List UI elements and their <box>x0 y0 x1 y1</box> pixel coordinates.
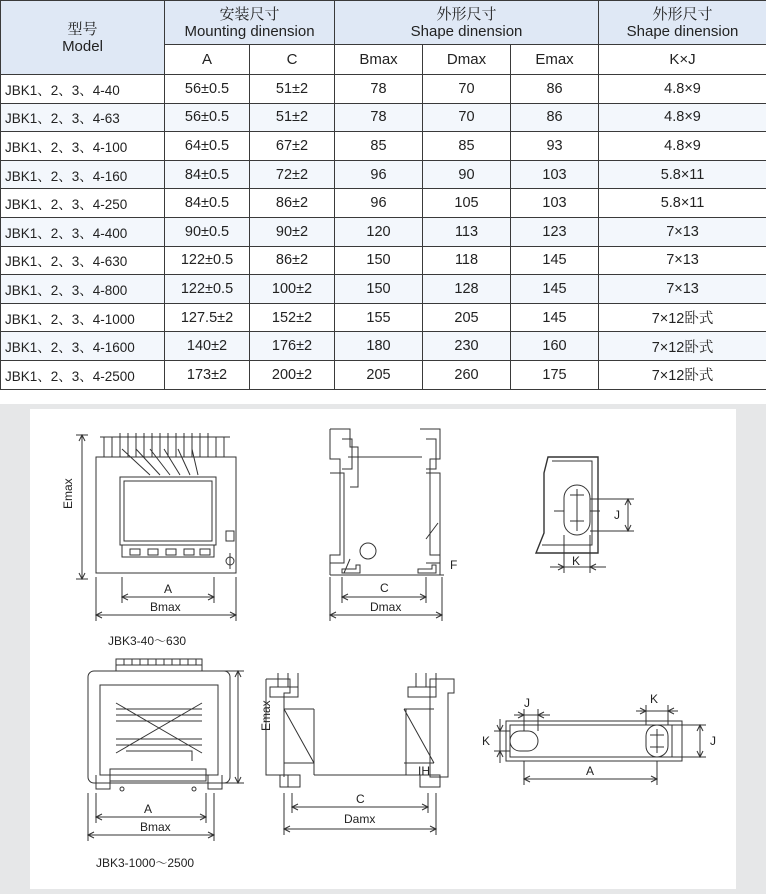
cell-a: 173±2 <box>165 360 250 389</box>
cell-c: 200±2 <box>250 360 335 389</box>
cell-emax: 145 <box>511 275 599 304</box>
label-k-detail: K <box>572 554 581 568</box>
cell-kj: 4.8×9 <box>599 132 766 161</box>
dimension-drawings <box>30 409 736 889</box>
cell-c: 51±2 <box>250 103 335 132</box>
table-row <box>1 332 766 361</box>
cell-model: JBK1、2、3、4-1000 <box>1 303 165 332</box>
label-damx-large: Damx <box>344 812 376 826</box>
cell-a: 127.5±2 <box>165 303 250 332</box>
cell-kj: 7×13 <box>599 217 766 246</box>
cell-a: 122±0.5 <box>165 246 250 275</box>
table-row <box>1 303 766 332</box>
cell-emax: 93 <box>511 132 599 161</box>
cell-a: 56±0.5 <box>165 75 250 104</box>
cell-model: JBK1、2、3、4-400 <box>1 217 165 246</box>
cell-kj: 5.8×11 <box>599 160 766 189</box>
large-side-view <box>266 673 454 835</box>
cell-model: JBK1、2、3、4-1600 <box>1 332 165 361</box>
cell-dmax: 105 <box>423 189 511 218</box>
label-a-large: A <box>144 802 153 816</box>
cell-bmax: 205 <box>335 360 423 389</box>
caption-large: JBK3-1000～2500 <box>96 856 195 870</box>
cell-c: 67±2 <box>250 132 335 161</box>
label-j-right: J <box>710 734 716 748</box>
cell-model: JBK1、2、3、4-630 <box>1 246 165 275</box>
cell-kj: 7×13 <box>599 275 766 304</box>
header-mounting: 安装尺寸 Mounting dinension <box>165 1 335 45</box>
label-j-horizontal: J <box>524 696 530 710</box>
cell-dmax: 70 <box>423 103 511 132</box>
cell-model: JBK1、2、3、4-800 <box>1 275 165 304</box>
large-front-view <box>88 659 244 841</box>
cell-model: JBK1、2、3、4-250 <box>1 189 165 218</box>
cell-kj: 7×13 <box>599 246 766 275</box>
cell-emax: 160 <box>511 332 599 361</box>
label-dmax-small: Dmax <box>370 600 402 614</box>
cell-emax: 86 <box>511 75 599 104</box>
drawing-area <box>0 404 766 894</box>
label-a-horizontal: A <box>586 764 595 778</box>
cell-bmax: 78 <box>335 75 423 104</box>
cell-c: 176±2 <box>250 332 335 361</box>
cell-c: 86±2 <box>250 246 335 275</box>
cell-bmax: 85 <box>335 132 423 161</box>
label-k-left: K <box>482 734 491 748</box>
table-row <box>1 246 766 275</box>
cell-model: JBK1、2、3、4-63 <box>1 103 165 132</box>
cell-bmax: 78 <box>335 103 423 132</box>
cell-c: 51±2 <box>250 75 335 104</box>
col-emax: Emax <box>511 45 599 75</box>
col-dmax: Dmax <box>423 45 511 75</box>
cell-bmax: 96 <box>335 160 423 189</box>
header-shape: 外形尺寸 Shape dinension <box>335 1 599 45</box>
cell-emax: 145 <box>511 246 599 275</box>
cell-c: 86±2 <box>250 189 335 218</box>
table-row <box>1 160 766 189</box>
header-shape-kj: 外形尺寸 Shape dinension <box>599 1 766 45</box>
cell-kj: 7×12卧式 <box>599 360 766 389</box>
spec-table-body <box>1 75 766 390</box>
cell-dmax: 230 <box>423 332 511 361</box>
label-ih-large: IH <box>418 764 430 778</box>
cell-dmax: 205 <box>423 303 511 332</box>
cell-dmax: 113 <box>423 217 511 246</box>
cell-kj: 7×12卧式 <box>599 303 766 332</box>
cell-kj: 4.8×9 <box>599 75 766 104</box>
header-model: 型号 Model <box>1 1 165 75</box>
cell-model: JBK1、2、3、4-40 <box>1 75 165 104</box>
col-c: C <box>250 45 335 75</box>
small-front-view <box>76 433 236 621</box>
cell-a: 90±0.5 <box>165 217 250 246</box>
cell-a: 84±0.5 <box>165 189 250 218</box>
cell-a: 56±0.5 <box>165 103 250 132</box>
label-f-small: F <box>450 558 458 572</box>
cell-emax: 175 <box>511 360 599 389</box>
cell-bmax: 150 <box>335 246 423 275</box>
cell-bmax: 96 <box>335 189 423 218</box>
cell-model: JBK1、2、3、4-2500 <box>1 360 165 389</box>
cell-kj: 5.8×11 <box>599 189 766 218</box>
label-j-detail: J <box>614 508 620 522</box>
table-row <box>1 217 766 246</box>
label-bmax-small: Bmax <box>150 600 181 614</box>
cell-bmax: 155 <box>335 303 423 332</box>
cell-model: JBK1、2、3、4-160 <box>1 160 165 189</box>
col-a: A <box>165 45 250 75</box>
table-row <box>1 103 766 132</box>
label-c-large: C <box>356 792 365 806</box>
cell-dmax: 85 <box>423 132 511 161</box>
cell-emax: 103 <box>511 160 599 189</box>
cell-kj: 7×12卧式 <box>599 332 766 361</box>
cell-c: 152±2 <box>250 303 335 332</box>
horizontal-bracket-view <box>494 705 706 785</box>
cell-dmax: 118 <box>423 246 511 275</box>
cell-a: 84±0.5 <box>165 160 250 189</box>
cell-dmax: 260 <box>423 360 511 389</box>
cell-emax: 145 <box>511 303 599 332</box>
table-row <box>1 360 766 389</box>
cell-a: 64±0.5 <box>165 132 250 161</box>
cell-kj: 4.8×9 <box>599 103 766 132</box>
col-bmax: Bmax <box>335 45 423 75</box>
label-a-small: A <box>164 582 173 596</box>
cell-dmax: 70 <box>423 75 511 104</box>
cell-emax: 123 <box>511 217 599 246</box>
cell-dmax: 128 <box>423 275 511 304</box>
label-emax-small: Emax <box>61 478 75 509</box>
label-emax-large: Emax <box>259 700 273 731</box>
col-kj: K×J <box>599 45 766 75</box>
cell-dmax: 90 <box>423 160 511 189</box>
drawing-frame <box>30 409 736 889</box>
table-row <box>1 275 766 304</box>
label-c-small: C <box>380 581 389 595</box>
table-row <box>1 75 766 104</box>
cell-bmax: 120 <box>335 217 423 246</box>
header-row-1 <box>1 1 766 45</box>
table-row <box>1 189 766 218</box>
cell-emax: 86 <box>511 103 599 132</box>
cell-a: 140±2 <box>165 332 250 361</box>
spec-table <box>0 0 766 390</box>
cell-a: 122±0.5 <box>165 275 250 304</box>
label-k-horizontal: K <box>650 692 659 706</box>
cell-c: 100±2 <box>250 275 335 304</box>
caption-small: JBK3-40～630 <box>108 634 187 648</box>
cell-emax: 103 <box>511 189 599 218</box>
cell-model: JBK1、2、3、4-100 <box>1 132 165 161</box>
cell-bmax: 150 <box>335 275 423 304</box>
cell-c: 90±2 <box>250 217 335 246</box>
cell-bmax: 180 <box>335 332 423 361</box>
label-bmax-large: Bmax <box>140 820 171 834</box>
table-row <box>1 132 766 161</box>
cell-c: 72±2 <box>250 160 335 189</box>
